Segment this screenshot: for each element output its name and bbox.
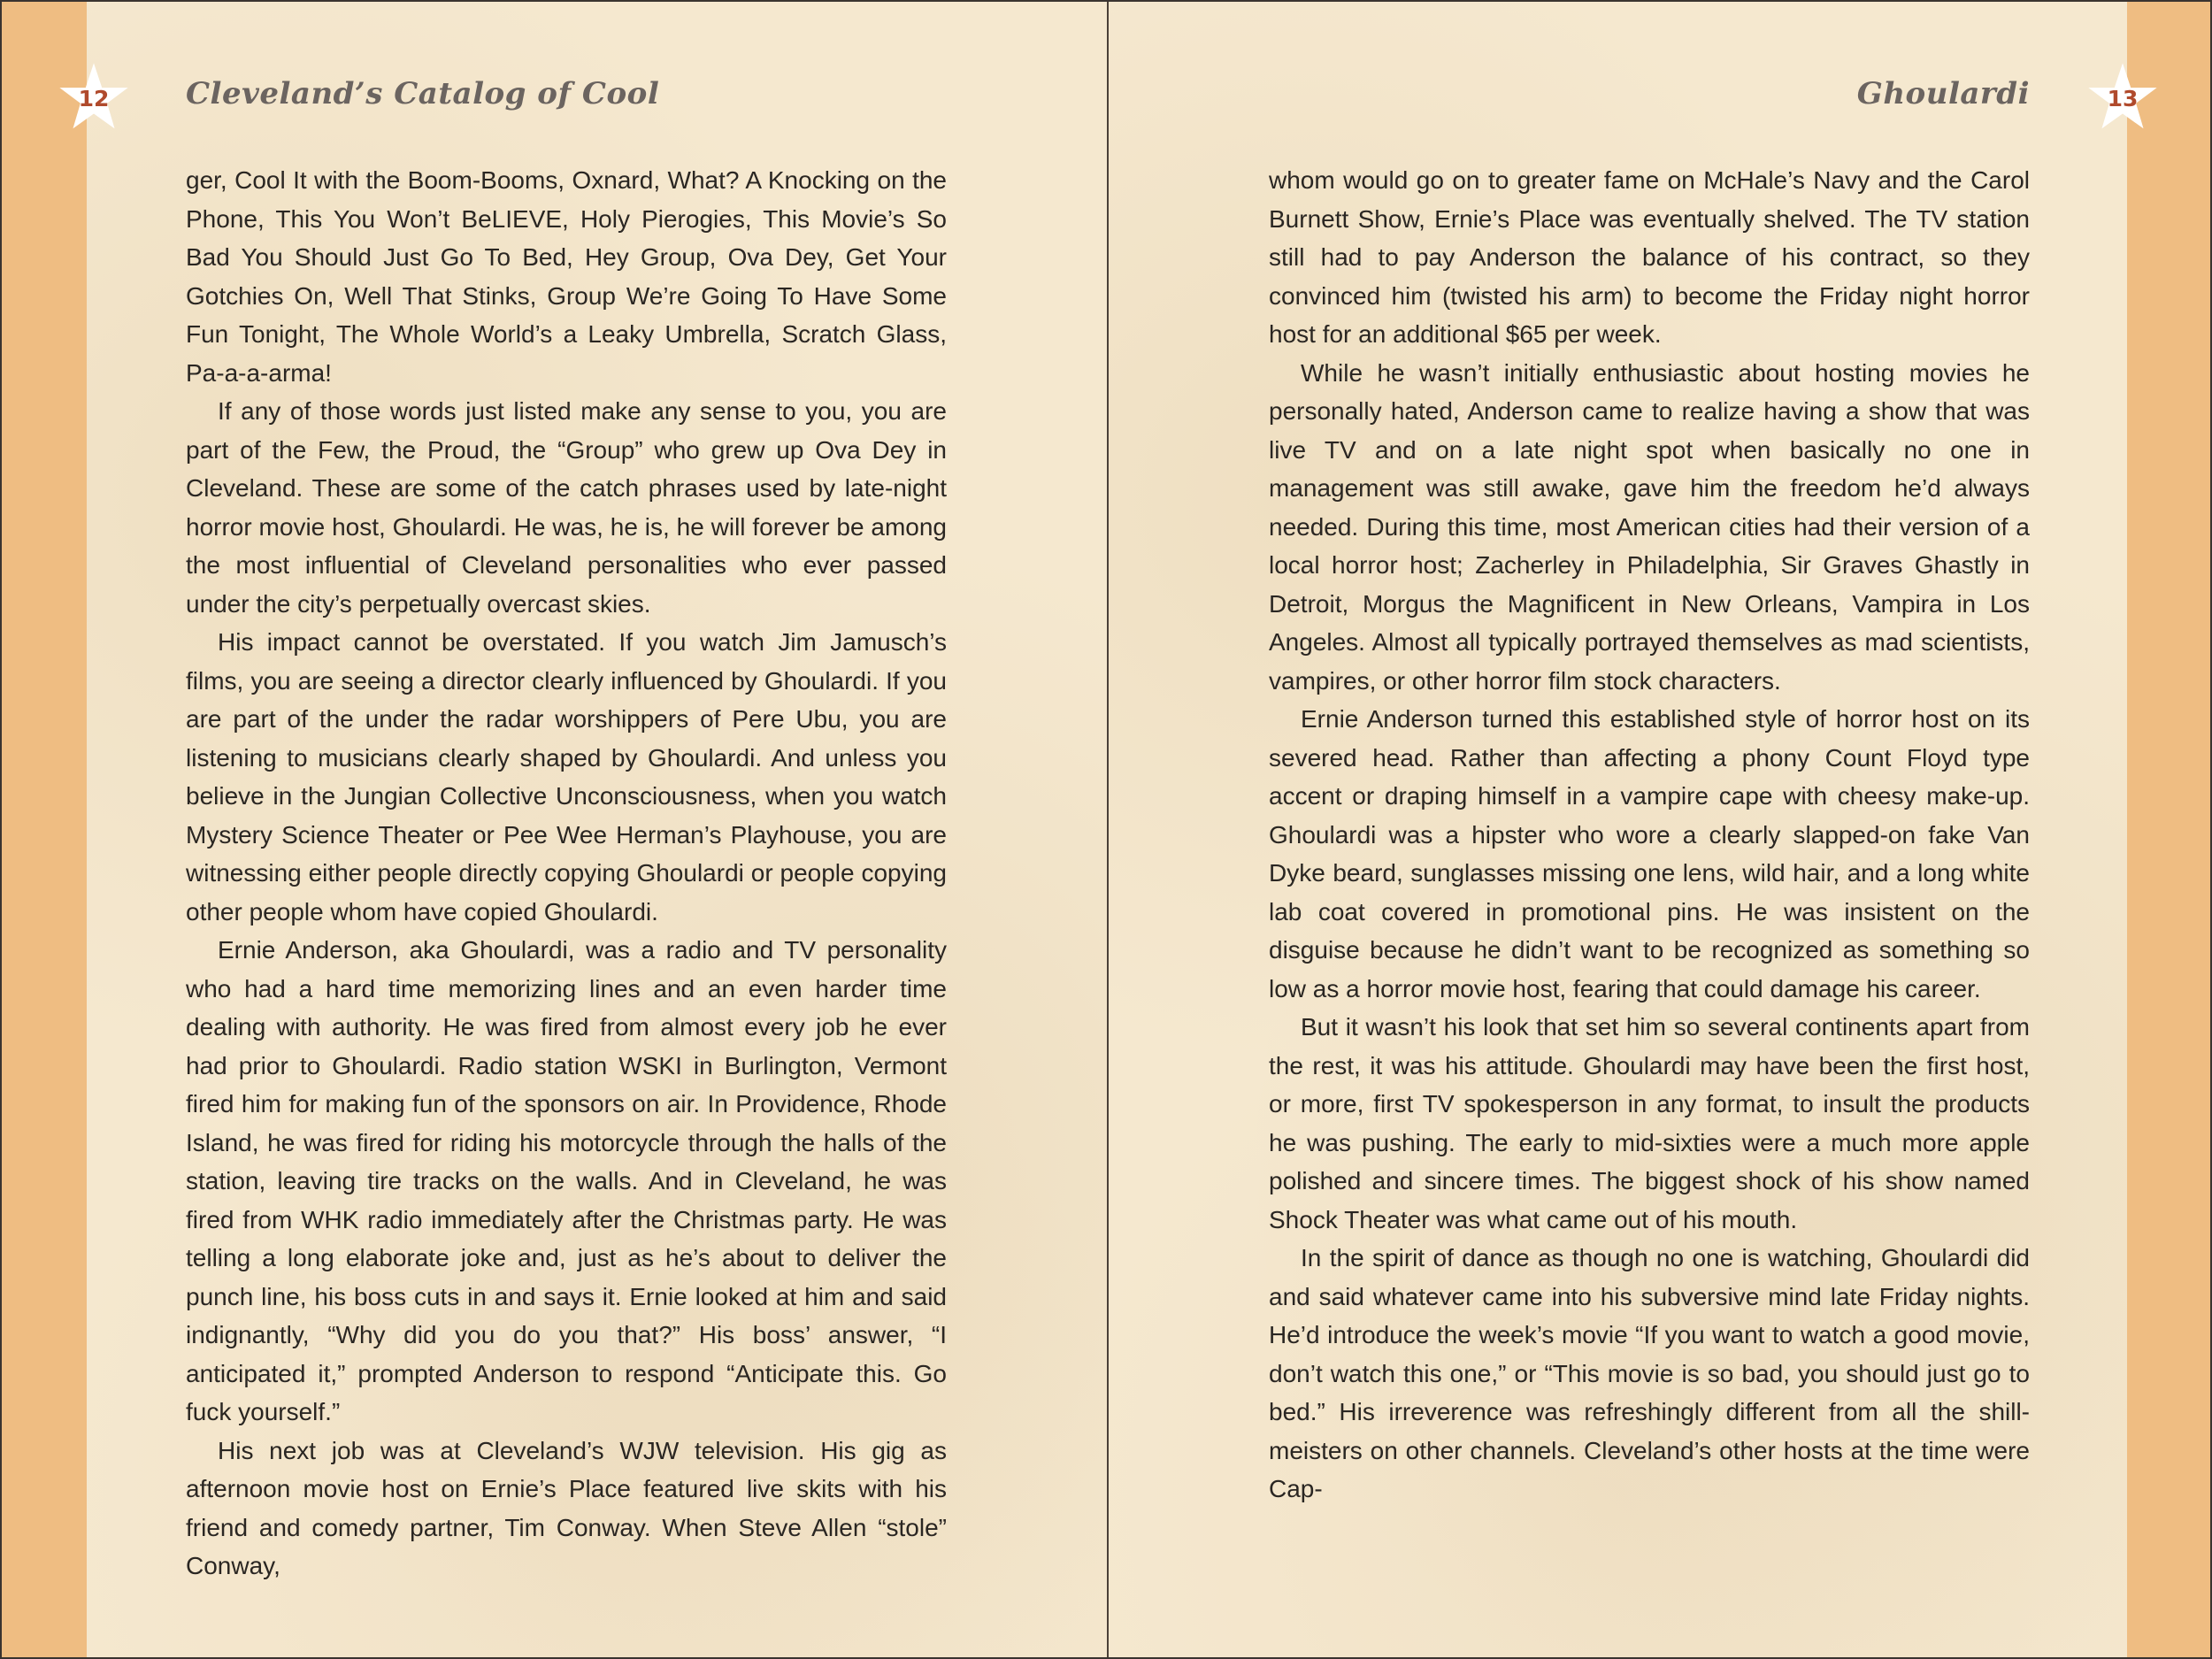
paragraph: Ernie Anderson turned this established style of horror host on its severed head. Rather than affecting a phony Count Floyd type accent or draping himself in a vampire cape with cheesy make-up. Ghoulardi was a hipster who wore a clearly slapped-on fake Van Dyke beard, sunglasses missing one lens, wild hair, and a long white lab coat covered in promotional pins. He was insistent on the disguise because he didn’t want to be recognized as something so low as a horror movie host, fearing that could damage his career.	[1269, 705, 2030, 1002]
right-running-head: Ghoulardi	[1856, 76, 2030, 111]
paragraph: ger, Cool It with the Boom-Booms, Oxnard, What? A Knocking on the Phone, This You Won’t BeLIEVE, Holy Pierogies, This Movie’s So Bad You Should Just Go To Bed, Hey Group, Ova Dey, Get Your Gotchies On, Well That Stinks, Group We’re Going To Have Some Fun Tonight, The Whole World’s a Leaky Umbrella, Scratch Glass, Pa-a-a-arma!	[186, 166, 947, 387]
paragraph: In the spirit of dance as though no one is watching, Ghoulardi did and said whatever came into his subversive mind late Friday nights. He’d introduce the week’s movie “If you want to watch a good movie, don’t watch this one,” or “This movie is so bad, you should just go to bed.” His irreverence was refreshingly different from all the shill-meisters on other channels. Cleveland’s other hosts at the time were Cap-	[1269, 1244, 2030, 1502]
paragraph: Ernie Anderson, aka Ghoulardi, was a radio and TV personality who had a hard time memorizing lines and an even harder time dealing with authority. He was fired from almost every job he ever had prior to Ghoulardi. Radio station WSKI in Burlington, Vermont fired him for making fun of the sponsors on air. In Providence, Rhode Island, he was fired for riding his motorcycle through the halls of the station, leaving tire tracks on the walls. And in Cleveland, he was fired from WHK radio immediately after the Christmas party. He was telling a long elaborate joke and, just as he’s about to deliver the punch line, his boss cuts in and says it. Ernie looked at him and said indignantly, “Why did you do you that?” His boss’ answer, “I anticipated it,” prompted Anderson to respond “Anticipate this. Go fuck yourself.”	[186, 936, 947, 1425]
paragraph: While he wasn’t initially enthusiastic about hosting movies he personally hated, Anderson came to realize having a show that was live TV and on a late night spot when basically no one in management was still awake, gave him the freedom he’d always needed. During this time, most American cities had their version of a local horror host; Zacherley in Philadelphia, Sir Graves Ghastly in Detroit, Morgus the Magnificent in New Orleans, Vampira in Los Angeles. Almost all typically portrayed themselves as mad scientists, vampires, or other horror film stock characters.	[1269, 358, 2030, 695]
paragraph: His next job was at Cleveland’s WJW television. His gig as afternoon movie host on Ernie’s Place featured live skits with his friend and comedy partner, Tim Conway. When Steve Allen “stole” Conway,	[186, 1436, 947, 1579]
right-page-body	[1269, 161, 2030, 1509]
right-page-number: 13	[2107, 85, 2139, 111]
paragraph: But it wasn’t his look that set him so several continents apart from the rest, it was his attitude. Ghoulardi may have been the first host, or more, first TV spokesperson in any format, to insult the products he was pushing. The early to mid-sixties were a much more apple polished and sincere times. The biggest shock of his show named Shock Theater was what came out of his mouth.	[1269, 1013, 2030, 1233]
left-page-number: 12	[78, 85, 110, 111]
paragraph: whom would go on to greater fame on McHale’s Navy and the Carol Burnett Show, Ernie’s Place was eventually shelved. The TV station still had to pay Anderson the balance of his contract, so they convinced him (twisted his arm) to become the Friday night horror host for an additional $65 per week.	[1269, 166, 2030, 348]
paragraph: His impact cannot be overstated. If you watch Jim Jamusch’s films, you are seeing a director clearly influenced by Ghoulardi. If you are part of the under the radar worshippers of Pere Ubu, you are listening to musicians clearly shaped by Ghoulardi. And unless you believe in the Jungian Collective Unconsciousness, when you watch Mystery Science Theater or Pee Wee Herman’s Playhouse, you are witnessing either people directly copying Ghoulardi or people copying other people whom have copied Ghoulardi.	[186, 628, 947, 926]
paragraph: If any of those words just listed make any sense to you, you are part of the Few, the Proud, the “Group” who grew up Ova Dey in Cleveland. These are some of the catch phrases used by late-night horror movie host, Ghoulardi. He was, he is, he will forever be among the most influential of Cleveland personalities who ever passed under the city’s perpetually overcast skies.	[186, 397, 947, 618]
left-page-number-badge	[57, 60, 131, 134]
book-gutter	[1107, 2, 1109, 1657]
left-page-body	[186, 161, 947, 1586]
right-page-edge	[2124, 2, 2210, 1657]
right-page-number-badge	[2085, 60, 2160, 134]
left-page-edge	[2, 2, 87, 1657]
left-running-head: Cleveland’s Catalog of Cool	[186, 76, 660, 111]
